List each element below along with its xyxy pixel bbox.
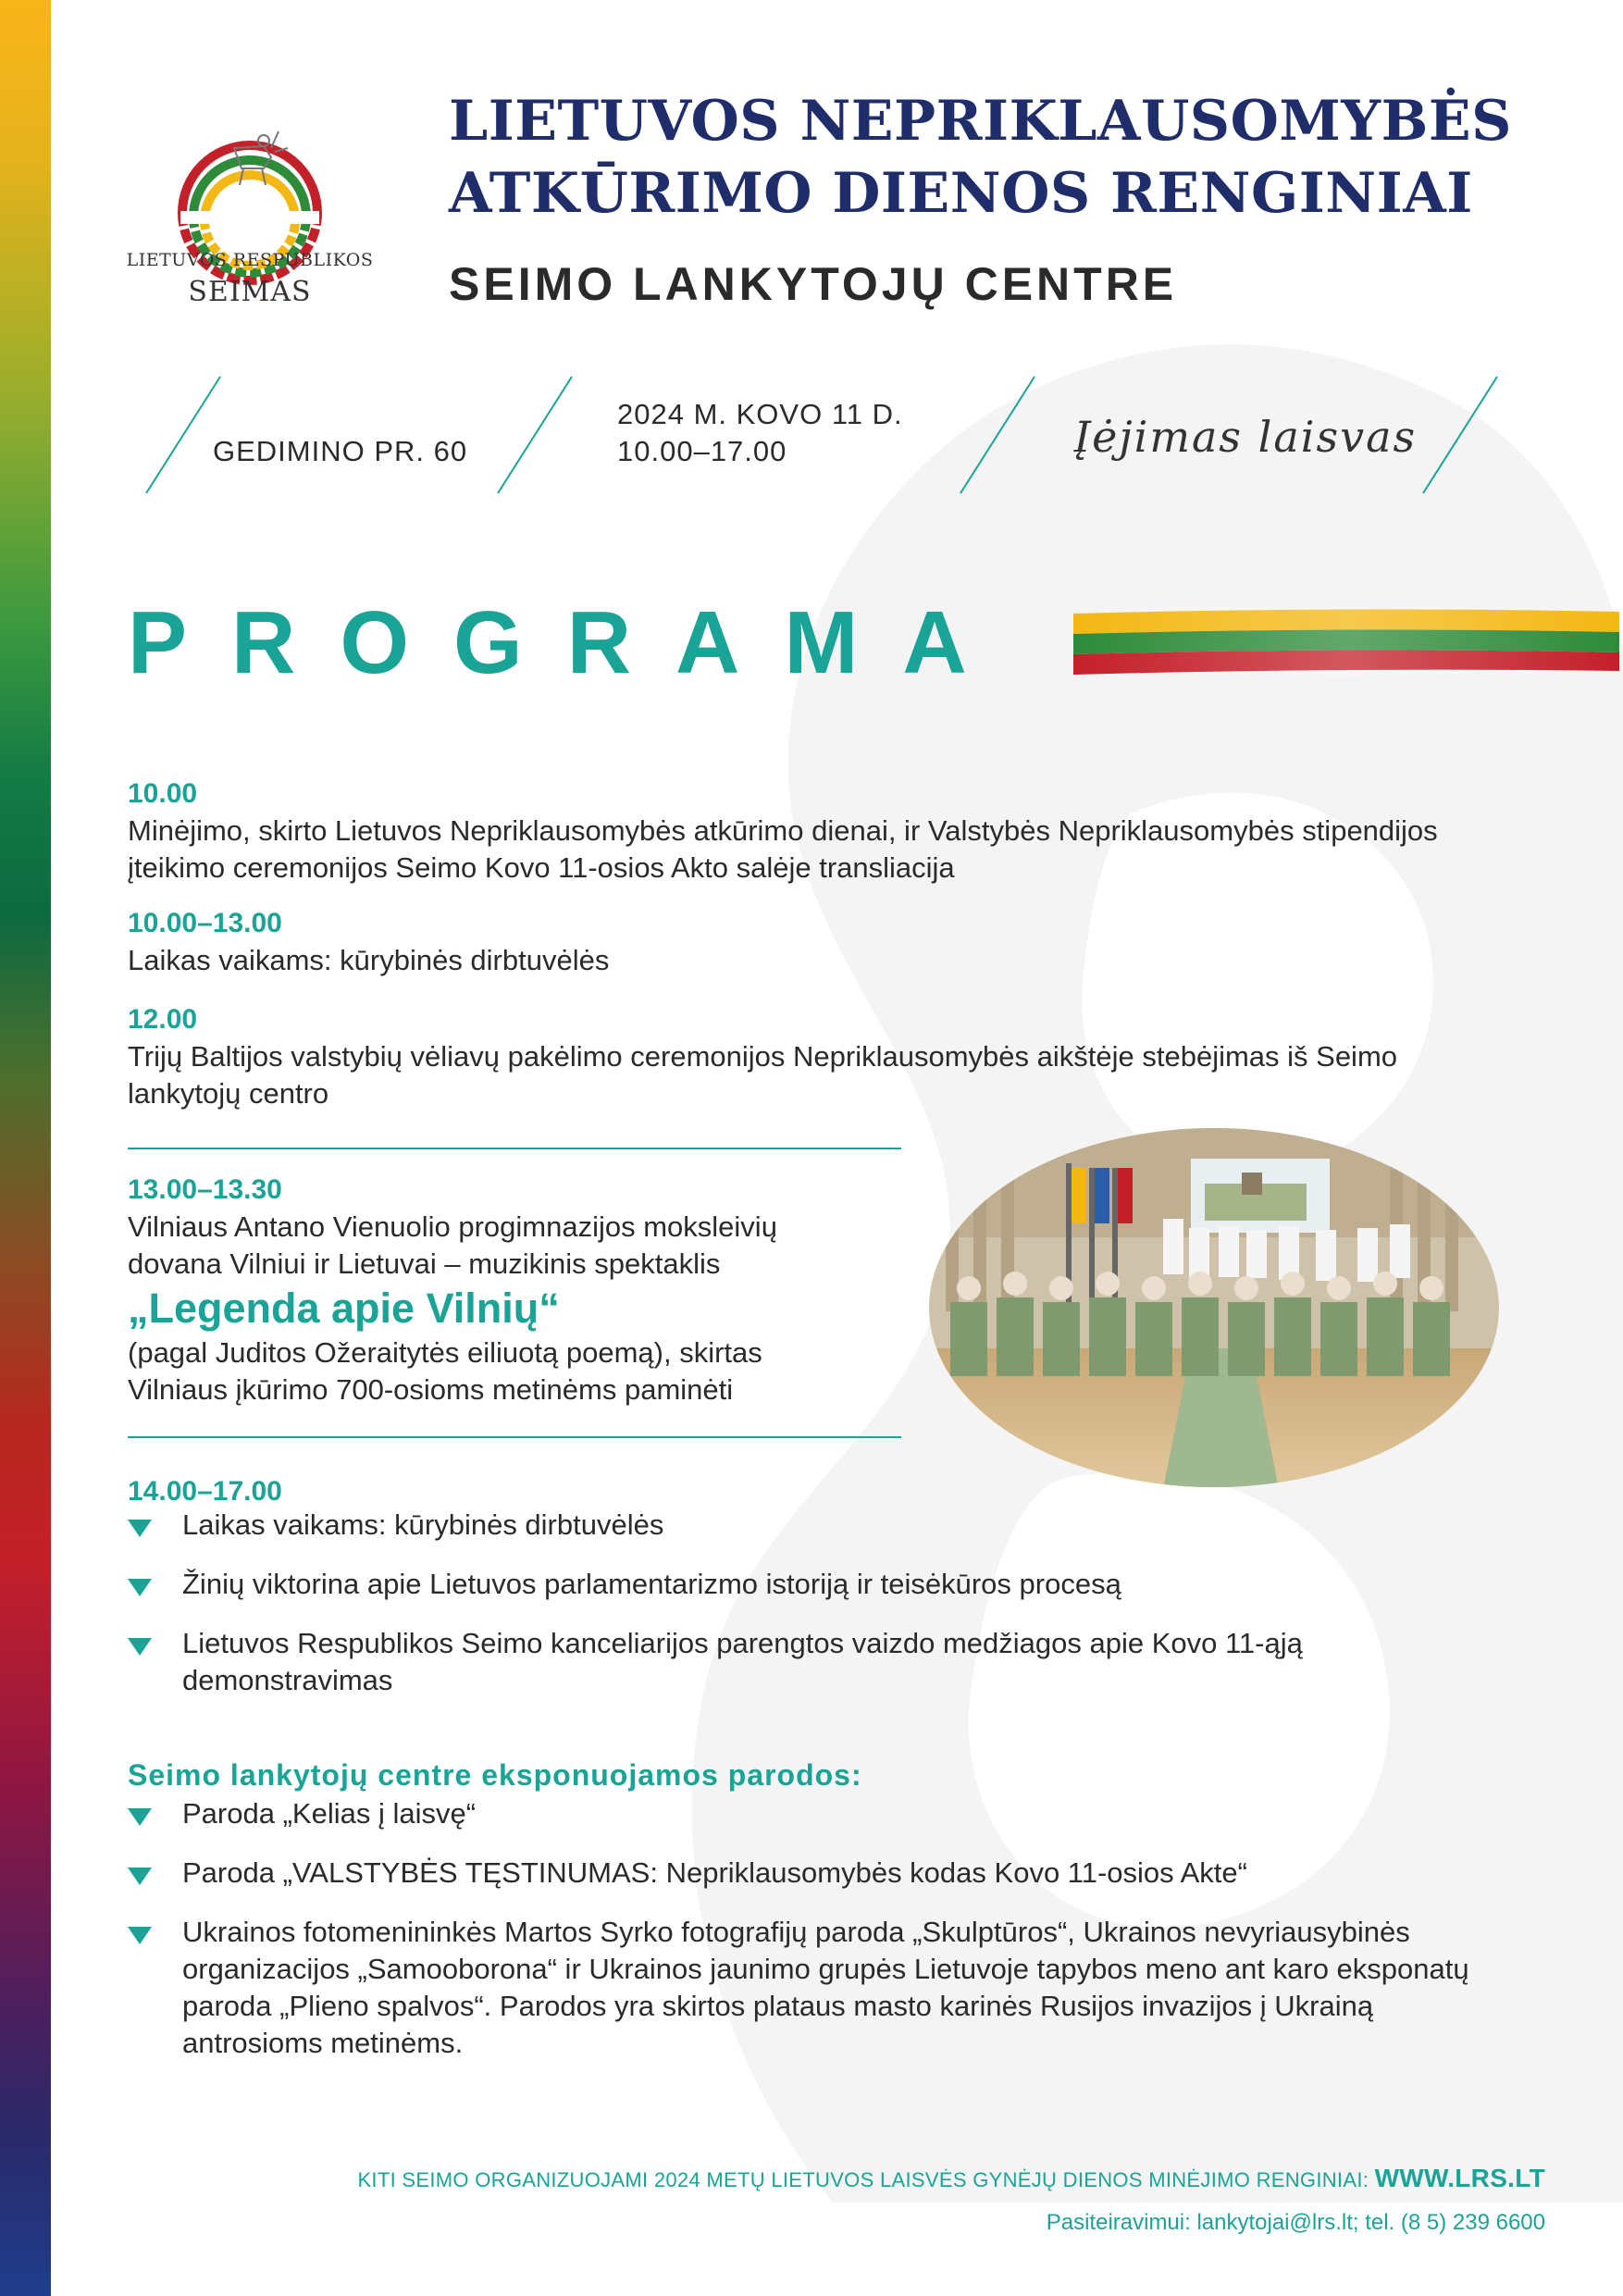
free-entry-motto: Įėjimas laisvas	[1073, 412, 1418, 462]
main-title	[449, 85, 1578, 230]
hours: 10.00–17.00	[617, 435, 787, 467]
list-item-text: Paroda „VALSTYBĖS TĘSTINUMAS: Nepriklausomybės kodas Kovo 11-osios Akte“	[182, 1856, 1247, 1889]
featured-line-2: dovana Vilniui ir Lietuvai – muzikinis spektaklis	[128, 1247, 721, 1280]
list-item-text: Paroda „Kelias į laisvę“	[182, 1797, 477, 1830]
list-item	[128, 1914, 1479, 2062]
footer-more-events	[324, 2164, 1545, 2193]
triangle-bullet-icon	[128, 1868, 152, 1885]
footer-contact: Pasiteiravimui: lankytojai@lrs.lt; tel. (8 5) 239 6600	[1046, 2210, 1545, 2235]
list-item	[128, 1795, 1479, 1832]
list-item-text: Laikas vaikams: kūrybinės dirbtuvėlės	[182, 1508, 664, 1541]
list-item-text: Ukrainos fotomenininkės Martos Syrko fotografijų paroda „Skulptūros“, Ukrainos nevyriausybinės organizacijos „Samooborona“ ir Ukrainos jaunimo grupės Lietuvoje tapybos meno ant karo eksponatų paroda „Plieno spalvos“. Parodos yra skirtos plataus masto karinės Rusijos invazijos į Ukrainą antrosioms metinėms.	[182, 1916, 1469, 2059]
program-time: 10.00	[128, 778, 198, 809]
date: 2024 M. KOVO 11 D.	[617, 398, 903, 430]
triangle-bullet-icon	[128, 1520, 152, 1537]
featured-time: 13.00–13.30	[128, 1174, 282, 1205]
subtitle: SEIMO LANKYTOJŲ CENTRE	[449, 258, 1178, 310]
program-description: Trijų Baltijos valstybių vėliavų pakėlimo ceremonijos Nepriklausomybės aikštėje stebėjimas iš Seimo lankytojų centro	[128, 1040, 1398, 1110]
performance-photo	[927, 1126, 1501, 1489]
featured-program-item	[128, 1172, 923, 1409]
website-link[interactable]: WWW.LRS.LT	[1374, 2164, 1545, 2192]
triangle-bullet-icon	[128, 1579, 152, 1596]
program-heading: PROGRAMA	[128, 593, 1011, 692]
triangle-bullet-icon	[128, 1638, 152, 1656]
date-time	[617, 396, 903, 470]
footer-text: KITI SEIMO ORGANIZUOJAMI 2024 METŲ LIETUVOS LAISVĖS GYNĖJŲ DIENOS MINĖJIMO RENGINIAI:	[357, 2168, 1375, 2191]
program-description: Minėjimo, skirto Lietuvos Nepriklausomybės atkūrimo dienai, ir Valstybės Nepriklausomybės stipendijos įteikimo ceremonijos Seimo Kovo 11-osios Akto salėje transliacija	[128, 814, 1438, 884]
list-item-text: Žinių viktorina apie Lietuvos parlamentarizmo istoriją ir teisėkūros procesą	[182, 1568, 1121, 1600]
program-item	[128, 905, 1479, 979]
list-item	[128, 1855, 1479, 1892]
lithuanian-flag-ribbon	[1073, 606, 1619, 676]
featured-line-4: Vilniaus įkūrimo 700-osioms metinėms paminėti	[128, 1373, 734, 1406]
afternoon-time: 14.00–17.00	[128, 1476, 282, 1507]
title-line-1: LIETUVOS NEPRIKLAUSOMYBĖS	[449, 89, 1512, 154]
list-item	[128, 1507, 1479, 1544]
triangle-bullet-icon	[128, 1927, 152, 1944]
program-item	[128, 1001, 1479, 1112]
logo-text-line2: SEIMAS	[188, 276, 312, 308]
featured-title: „Legenda apie Vilnių“	[128, 1285, 560, 1332]
program-time: 12.00	[128, 1004, 198, 1035]
exhibitions-heading: Seimo lankytojų centre eksponuojamos parodos:	[128, 1758, 862, 1792]
featured-line-3: (pagal Juditos Ožeraitytės eiliuotą poemą), skirtas	[128, 1336, 762, 1369]
address: GEDIMINO PR. 60	[213, 435, 468, 467]
divider-line	[128, 1148, 901, 1149]
divider-line	[128, 1436, 901, 1438]
triangle-bullet-icon	[128, 1808, 152, 1826]
program-item	[128, 776, 1479, 887]
title-line-2: ATKŪRIMO DIENOS RENGINIAI	[449, 161, 1473, 226]
program-description: Laikas vaikams: kūrybinės dirbtuvėlės	[128, 944, 610, 976]
featured-line-1: Vilniaus Antano Vienuolio progimnazijos moksleivių	[128, 1210, 777, 1243]
program-time: 10.00–13.00	[128, 908, 282, 938]
list-item-text: Lietuvos Respublikos Seimo kanceliarijos parengtos vaizdo medžiagos apie Kovo 11-ąją demonstravimas	[182, 1627, 1303, 1696]
list-item	[128, 1625, 1479, 1699]
list-item	[128, 1566, 1479, 1603]
logo-text-line1: LIETUVOS RESPUBLIKOS	[126, 250, 374, 270]
rainbow-side-strip	[0, 0, 51, 2296]
